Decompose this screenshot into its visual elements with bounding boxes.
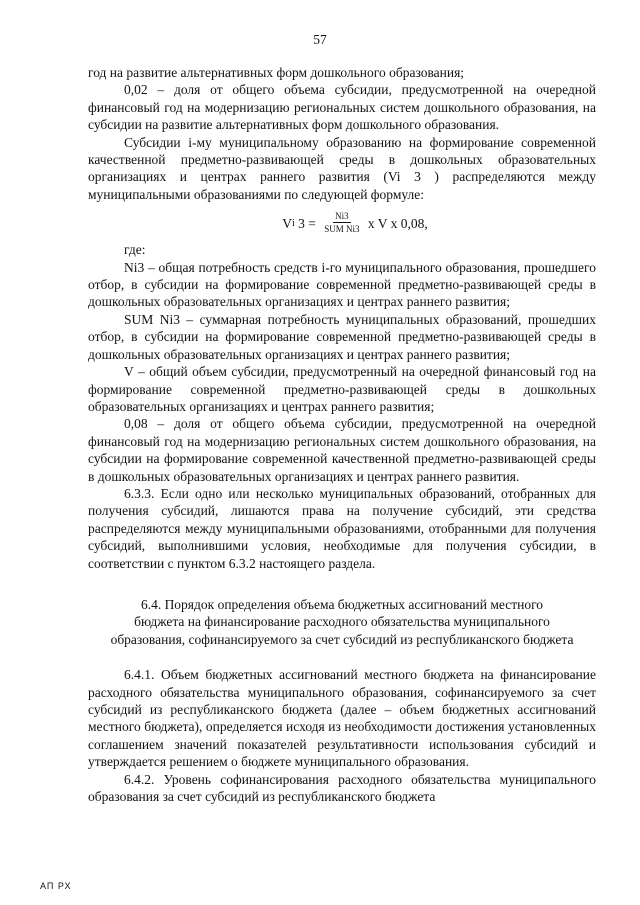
paragraph: год на развитие альтернативных форм дошкольного образования;: [88, 65, 465, 80]
section-heading: [88, 596, 596, 648]
footer-code: АП РХ: [40, 881, 72, 891]
definition-paragraph: 0,08 – доля от общего объема субсидии, предусмотренной на очередной финансовый год на модернизацию региональных систем дошкольного образования, на субсидии на формирование современной качественной предметно-развивающей среды в дошкольных образовательных организациях и центрах раннего развития.: [88, 416, 596, 484]
where-label: где:: [124, 242, 146, 258]
definition-paragraph: V – общий объем субсидии, предусмотренный на очередной финансовый год на формирование современной предметно-развивающей среды в дошкольных образовательных организациях и центрах раннего развития;: [88, 364, 596, 414]
formula-lhs-v: V: [282, 215, 292, 231]
formula-numerator: Ni3: [335, 211, 349, 222]
formula: [88, 211, 596, 235]
clause-6-4-2: 6.4.2. Уровень софинансирования расходного обязательства муниципального образования за счет субсидий из республиканского бюджета: [88, 771, 596, 805]
formula-fraction: [322, 211, 361, 235]
formula-lhs-subscript: i: [291, 217, 295, 229]
definition-paragraph: SUM Ni3 – суммарная потребность муниципальных образований, прошедших отбор, в субсидии на формирование современной предметно-развивающей среды в дошкольных образовательных организациях и центрах раннего развития;: [88, 311, 596, 362]
section-heading-line: образования, софинансируемого за счет субсидий из республиканского бюджета: [110, 631, 574, 647]
paragraph: 0,02 – доля от общего объема субсидии, предусмотренной на очередной финансовый год на модернизацию региональных систем дошкольного образования, на субсидии на развитие альтернативных форм дошкольного образования.: [88, 82, 596, 133]
formula-denominator: SUM Ni3: [324, 224, 360, 235]
paragraph: Субсидии i-му муниципальному образованию на формирование современной качественной предметно-развивающей среды в дошкольных образовательных организациях и центрах раннего развития (Vi 3 ) распределяются между муниципальными образованиями по следующей формуле:: [88, 134, 596, 202]
clause-6-4-1: 6.4.1. Объем бюджетных ассигнований местного бюджета на финансирование расходного обязательства муниципального образования, софинансируемого за счет субсидий из республиканского бюджета (далее – объем бюджетных ассигнований местного бюджета), определяется исходя из необходимости достижения установленных соглашением значений показателей результативности использования субсидий и утверждается решением о бюджете муниципального образования.: [88, 667, 596, 770]
document-body: [88, 64, 596, 805]
formula-lhs-rest: 3 =: [294, 215, 320, 231]
section-heading-line: бюджета на финансирование расходного обязательства муниципального: [134, 614, 550, 630]
page-number: 57: [313, 32, 327, 47]
definition-paragraph: Ni3 – общая потребность средств i-го муниципального образования, прошедшего отбор, в субсидии на формирование современной предметно-развивающей среды в дошкольных образовательных организациях и центрах раннего развития;: [88, 259, 596, 310]
formula-rhs: x V x 0,08,: [364, 215, 428, 231]
clause-6-3-3: 6.3.3. Если одно или несколько муниципальных образований, отобранных для получения субсидий, лишаются права на получение субсидий, эти средства распределяются между муниципальными образованиями, отобранными для получения субсидий, выполнившими условия, необходимые для получения субсидии, в соответствии с пунктом 6.3.2 настоящего раздела.: [88, 485, 596, 571]
section-heading-line: 6.4. Порядок определения объема бюджетных ассигнований местного: [140, 596, 544, 612]
